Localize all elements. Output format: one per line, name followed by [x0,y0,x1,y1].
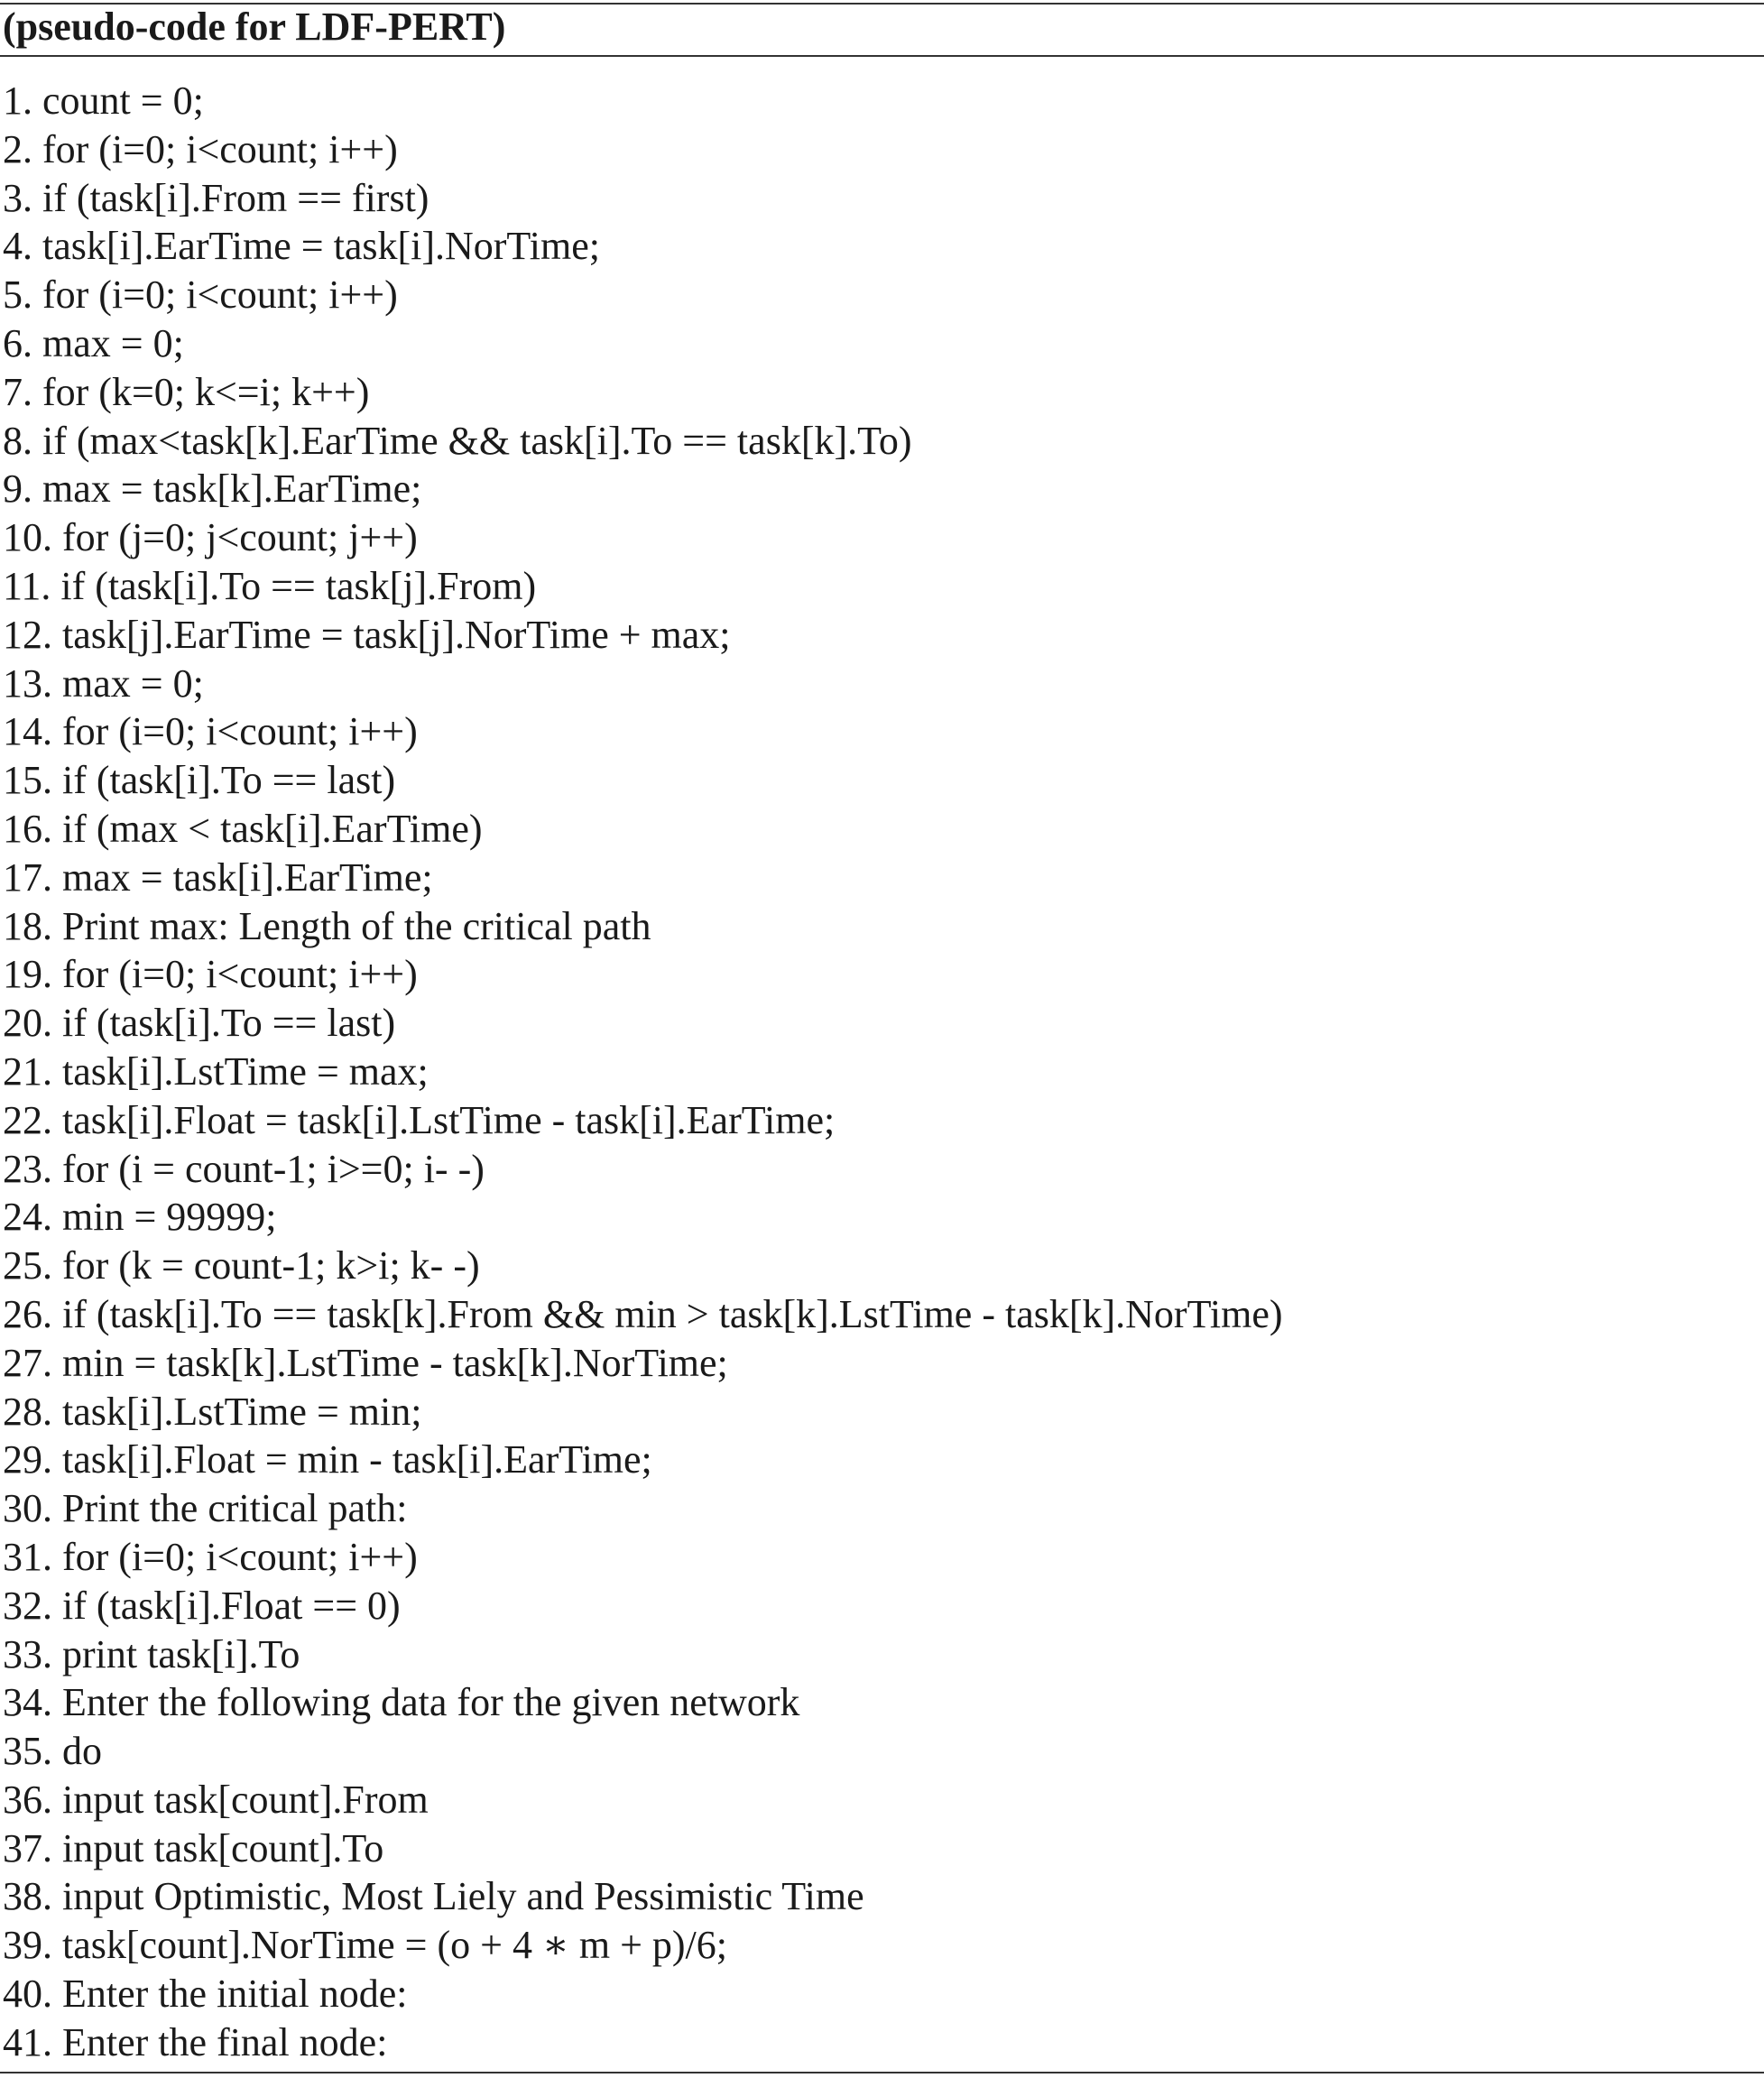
pseudo-code-list [3,77,1283,2067]
code-line-17: 17. max = task[i].EarTime; [3,854,433,900]
code-line-22: 22. task[i].Float = task[i].LstTime - task[i].EarTime; [3,1097,836,1142]
code-line-37: 37. input task[count].To [3,1825,384,1870]
header-rule [0,55,1764,57]
code-line-15: 15. if (task[i].To == last) [3,758,396,803]
code-line-32: 32. if (task[i].Float == 0) [3,1583,401,1628]
code-line-14: 14. for (i=0; i<count; i++) [3,709,418,754]
code-line-5: 5. for (i=0; i<count; i++) [3,272,398,318]
code-line-21: 21. task[i].LstTime = max; [3,1048,429,1094]
pseudo-code-title: (pseudo-code for LDF-PERT) [3,5,506,49]
code-line-3: 3. if (task[i].From == first) [3,175,429,220]
bottom-rule [0,2072,1764,2073]
code-line-34: 34. Enter the following data for the given network [3,1680,800,1725]
code-line-26: 26. if (task[i].To == task[k].From && min > task[k].LstTime - task[k].NorTime) [3,1291,1283,1336]
code-line-33: 33. print task[i].To [3,1631,300,1676]
code-line-30: 30. Print the critical path: [3,1486,408,1531]
code-line-16: 16. if (max < task[i].EarTime) [3,806,483,851]
code-line-18: 18. Print max: Length of the critical path [3,903,651,948]
code-line-6: 6. max = 0; [3,320,184,365]
code-line-20: 20. if (task[i].To == last) [3,1001,396,1046]
code-line-38: 38. input Optimistic, Most Liely and Pessimistic Time [3,1874,864,1919]
code-line-40: 40. Enter the initial node: [3,1972,408,2017]
code-line-1: 1. count = 0; [3,79,204,123]
code-line-7: 7. for (k=0; k<=i; k++) [3,369,370,414]
code-line-35: 35. do [3,1729,102,1774]
code-line-31: 31. for (i=0; i<count; i++) [3,1534,418,1579]
code-line-8: 8. if (max<task[k].EarTime && task[i].To == task[k].To) [3,418,912,463]
code-line-29: 29. task[i].Float = min - task[i].EarTime; [3,1437,652,1482]
code-line-24: 24. min = 99999; [3,1195,277,1240]
code-line-36: 36. input task[count].From [3,1777,429,1822]
code-line-19: 19. for (i=0; i<count; i++) [3,952,418,997]
code-line-39: 39. task[count].NorTime = (o + 4 ∗ m + p)/6; [3,1923,727,1968]
code-line-4: 4. task[i].EarTime = task[i].NorTime; [3,224,600,269]
code-line-2: 2. for (i=0; i<count; i++) [3,126,398,171]
code-line-41: 41. Enter the final node: [3,2019,388,2064]
code-line-23: 23. for (i = count-1; i>=0; i- -) [3,1146,485,1191]
code-line-11: 11. if (task[i].To == task[j].From) [3,563,537,608]
code-line-9: 9. max = task[k].EarTime; [3,466,422,512]
code-line-25: 25. for (k = count-1; k>i; k- -) [3,1243,480,1288]
code-line-28: 28. task[i].LstTime = min; [3,1389,422,1434]
code-line-27: 27. min = task[k].LstTime - task[k].NorTime; [3,1340,728,1385]
code-line-13: 13. max = 0; [3,660,204,706]
code-line-10: 10. for (j=0; j<count; j++) [3,515,418,560]
code-line-12: 12. task[j].EarTime = task[j].NorTime + max; [3,612,731,657]
